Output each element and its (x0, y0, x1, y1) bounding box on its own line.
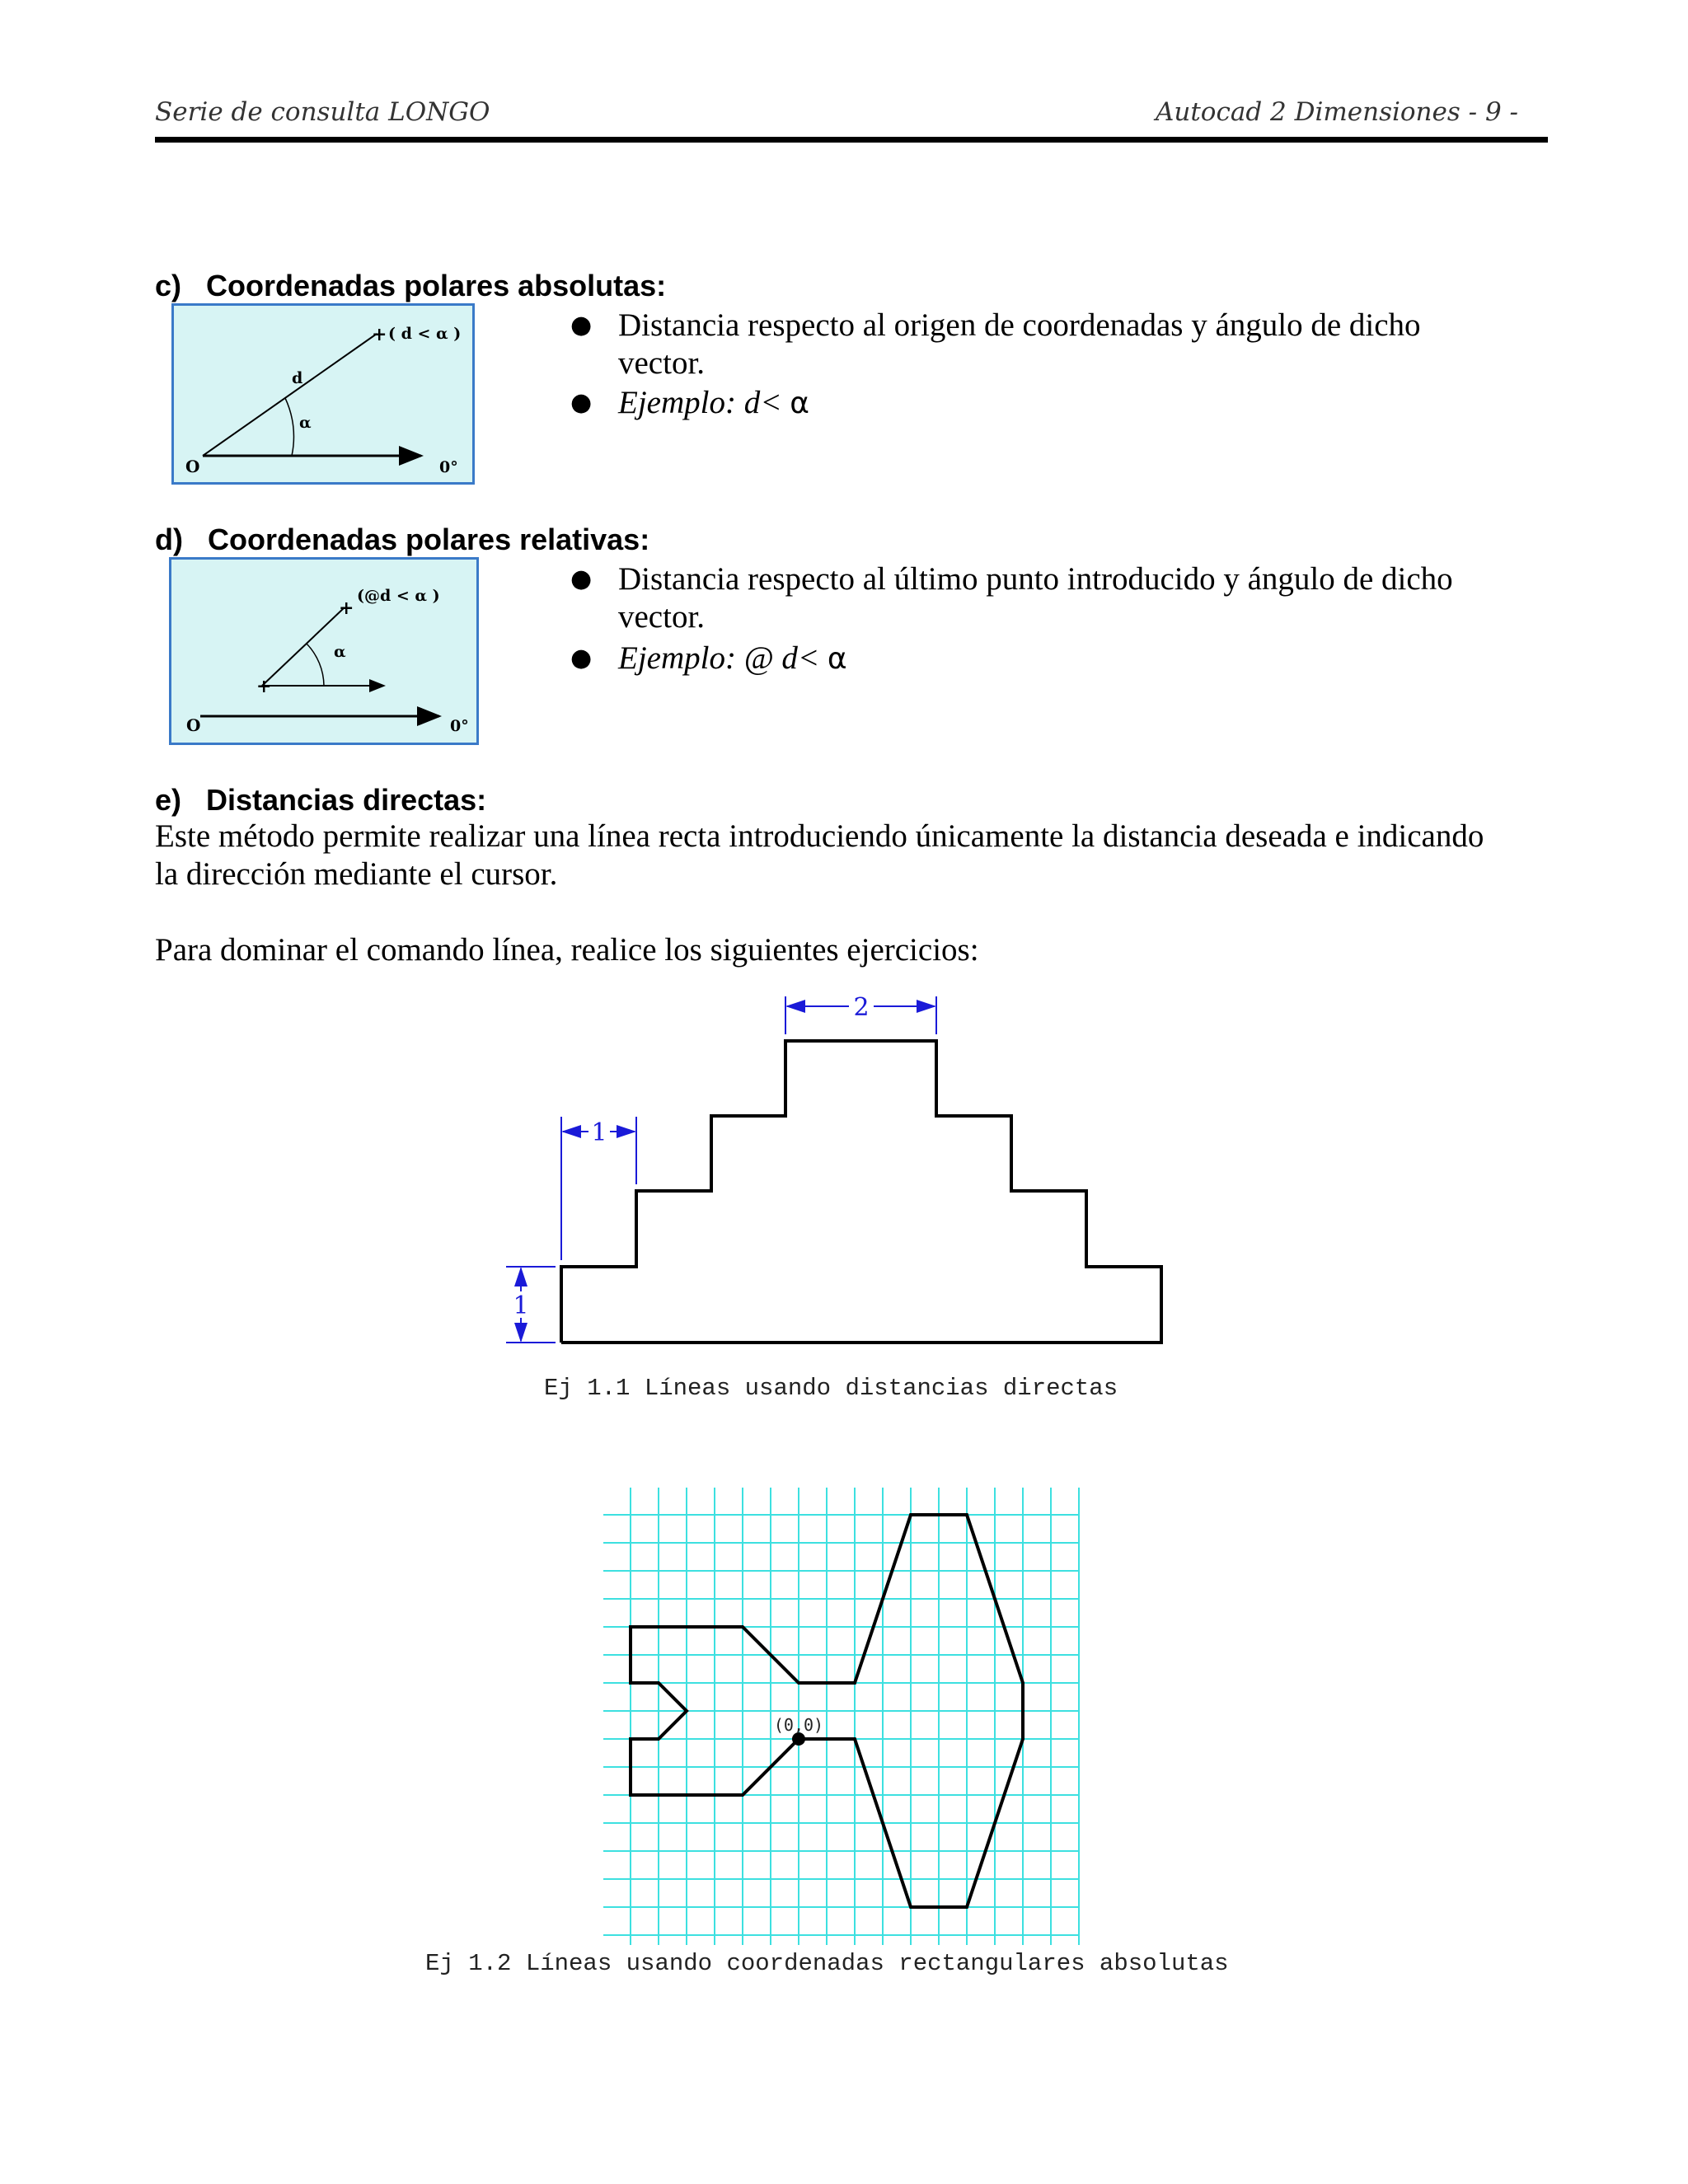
bullet-c-1-cont: vector. (618, 345, 706, 381)
heading-section-d: d) Coordenadas polares relativas: (155, 523, 650, 556)
dimension-top-label: 2 (853, 993, 870, 1022)
dimension-height-label: 1 (513, 1291, 529, 1320)
label-origin: O (186, 715, 201, 735)
exercise-1-2-drawing (603, 1488, 1081, 1945)
label-point: ( d < α ) (388, 325, 462, 343)
bullet-d-1-cont: vector. (618, 599, 706, 635)
bullet-dot: ● (570, 388, 593, 417)
point-marker: + (339, 598, 354, 619)
stepped-outline (561, 1041, 1161, 1343)
header-left: Serie de consulta LONGO (155, 97, 490, 127)
bullet-c-1 (570, 307, 1591, 382)
section-e-paragraph (155, 818, 1573, 893)
header-rule (155, 137, 1548, 143)
figure-polar-relative (169, 557, 479, 745)
origin-label: (0,0) (773, 1715, 824, 1735)
label-alpha: α (299, 414, 312, 432)
last-point-marker: + (256, 676, 272, 697)
caption-exercise-1-1: Ej 1.1 Líneas usando distancias directas (544, 1375, 1118, 1402)
intro-paragraph: Para dominar el comando línea, realice los siguientes ejercicios: (155, 932, 979, 968)
angle-arc (307, 644, 324, 686)
bullet-d-2-greek: α (827, 642, 847, 676)
bullet-d-1-text: Distancia respecto al último punto introducido y ángulo de dicho (618, 561, 1453, 597)
section-e-line-1: Este método permite realizar una línea recta introduciendo únicamente la distancia deseada e indicando (155, 818, 1484, 854)
dimension-top (785, 993, 936, 1034)
polar-absolute-diagram (174, 306, 472, 482)
cyan-grid (603, 1488, 1079, 1945)
heading-section-c: c) Coordenadas polares absolutas: (155, 269, 667, 302)
bullet-d-2 (570, 640, 847, 678)
point-marker: + (372, 324, 387, 345)
label-point: (@d < α ) (357, 587, 440, 605)
label-alpha: α (334, 643, 346, 661)
label-origin: O (185, 457, 200, 476)
bullet-c-2 (570, 384, 810, 423)
bullet-c-2-greek: α (790, 387, 810, 420)
vector-line (203, 334, 377, 456)
bullet-dot: ● (570, 311, 593, 340)
heading-section-e: e) Distancias directas: (155, 783, 487, 817)
label-zero-degrees: 0° (439, 458, 458, 476)
bullet-c-1-text: Distancia respecto al origen de coordenadas y ángulo de dicho (618, 307, 1421, 343)
polar-relative-diagram (171, 560, 476, 743)
bullet-d-2-text: Ejemplo: @ d< (618, 640, 828, 676)
caption-exercise-1-2: Ej 1.2 Líneas usando coordenadas rectangulares absolutas (425, 1950, 1229, 1977)
bullet-c-2-text: Ejemplo: d< (618, 385, 790, 420)
header-right: Autocad 2 Dimensiones - 9 - (1156, 97, 1519, 127)
figure-polar-absolute (171, 303, 475, 485)
section-e-line-2: la dirección mediante el cursor. (155, 856, 558, 892)
dimension-height (506, 1267, 556, 1343)
label-zero-degrees: 0° (450, 717, 469, 735)
dimension-step-label: 1 (591, 1118, 607, 1147)
bullet-dot: ● (570, 565, 593, 593)
label-distance: d (292, 369, 303, 387)
bullet-d-1 (570, 560, 1591, 636)
dimension-step (561, 1117, 636, 1260)
angle-arc (285, 398, 293, 456)
bullet-dot: ● (570, 644, 593, 673)
exercise-1-1-drawing (495, 985, 1187, 1364)
vector-line (262, 607, 345, 686)
